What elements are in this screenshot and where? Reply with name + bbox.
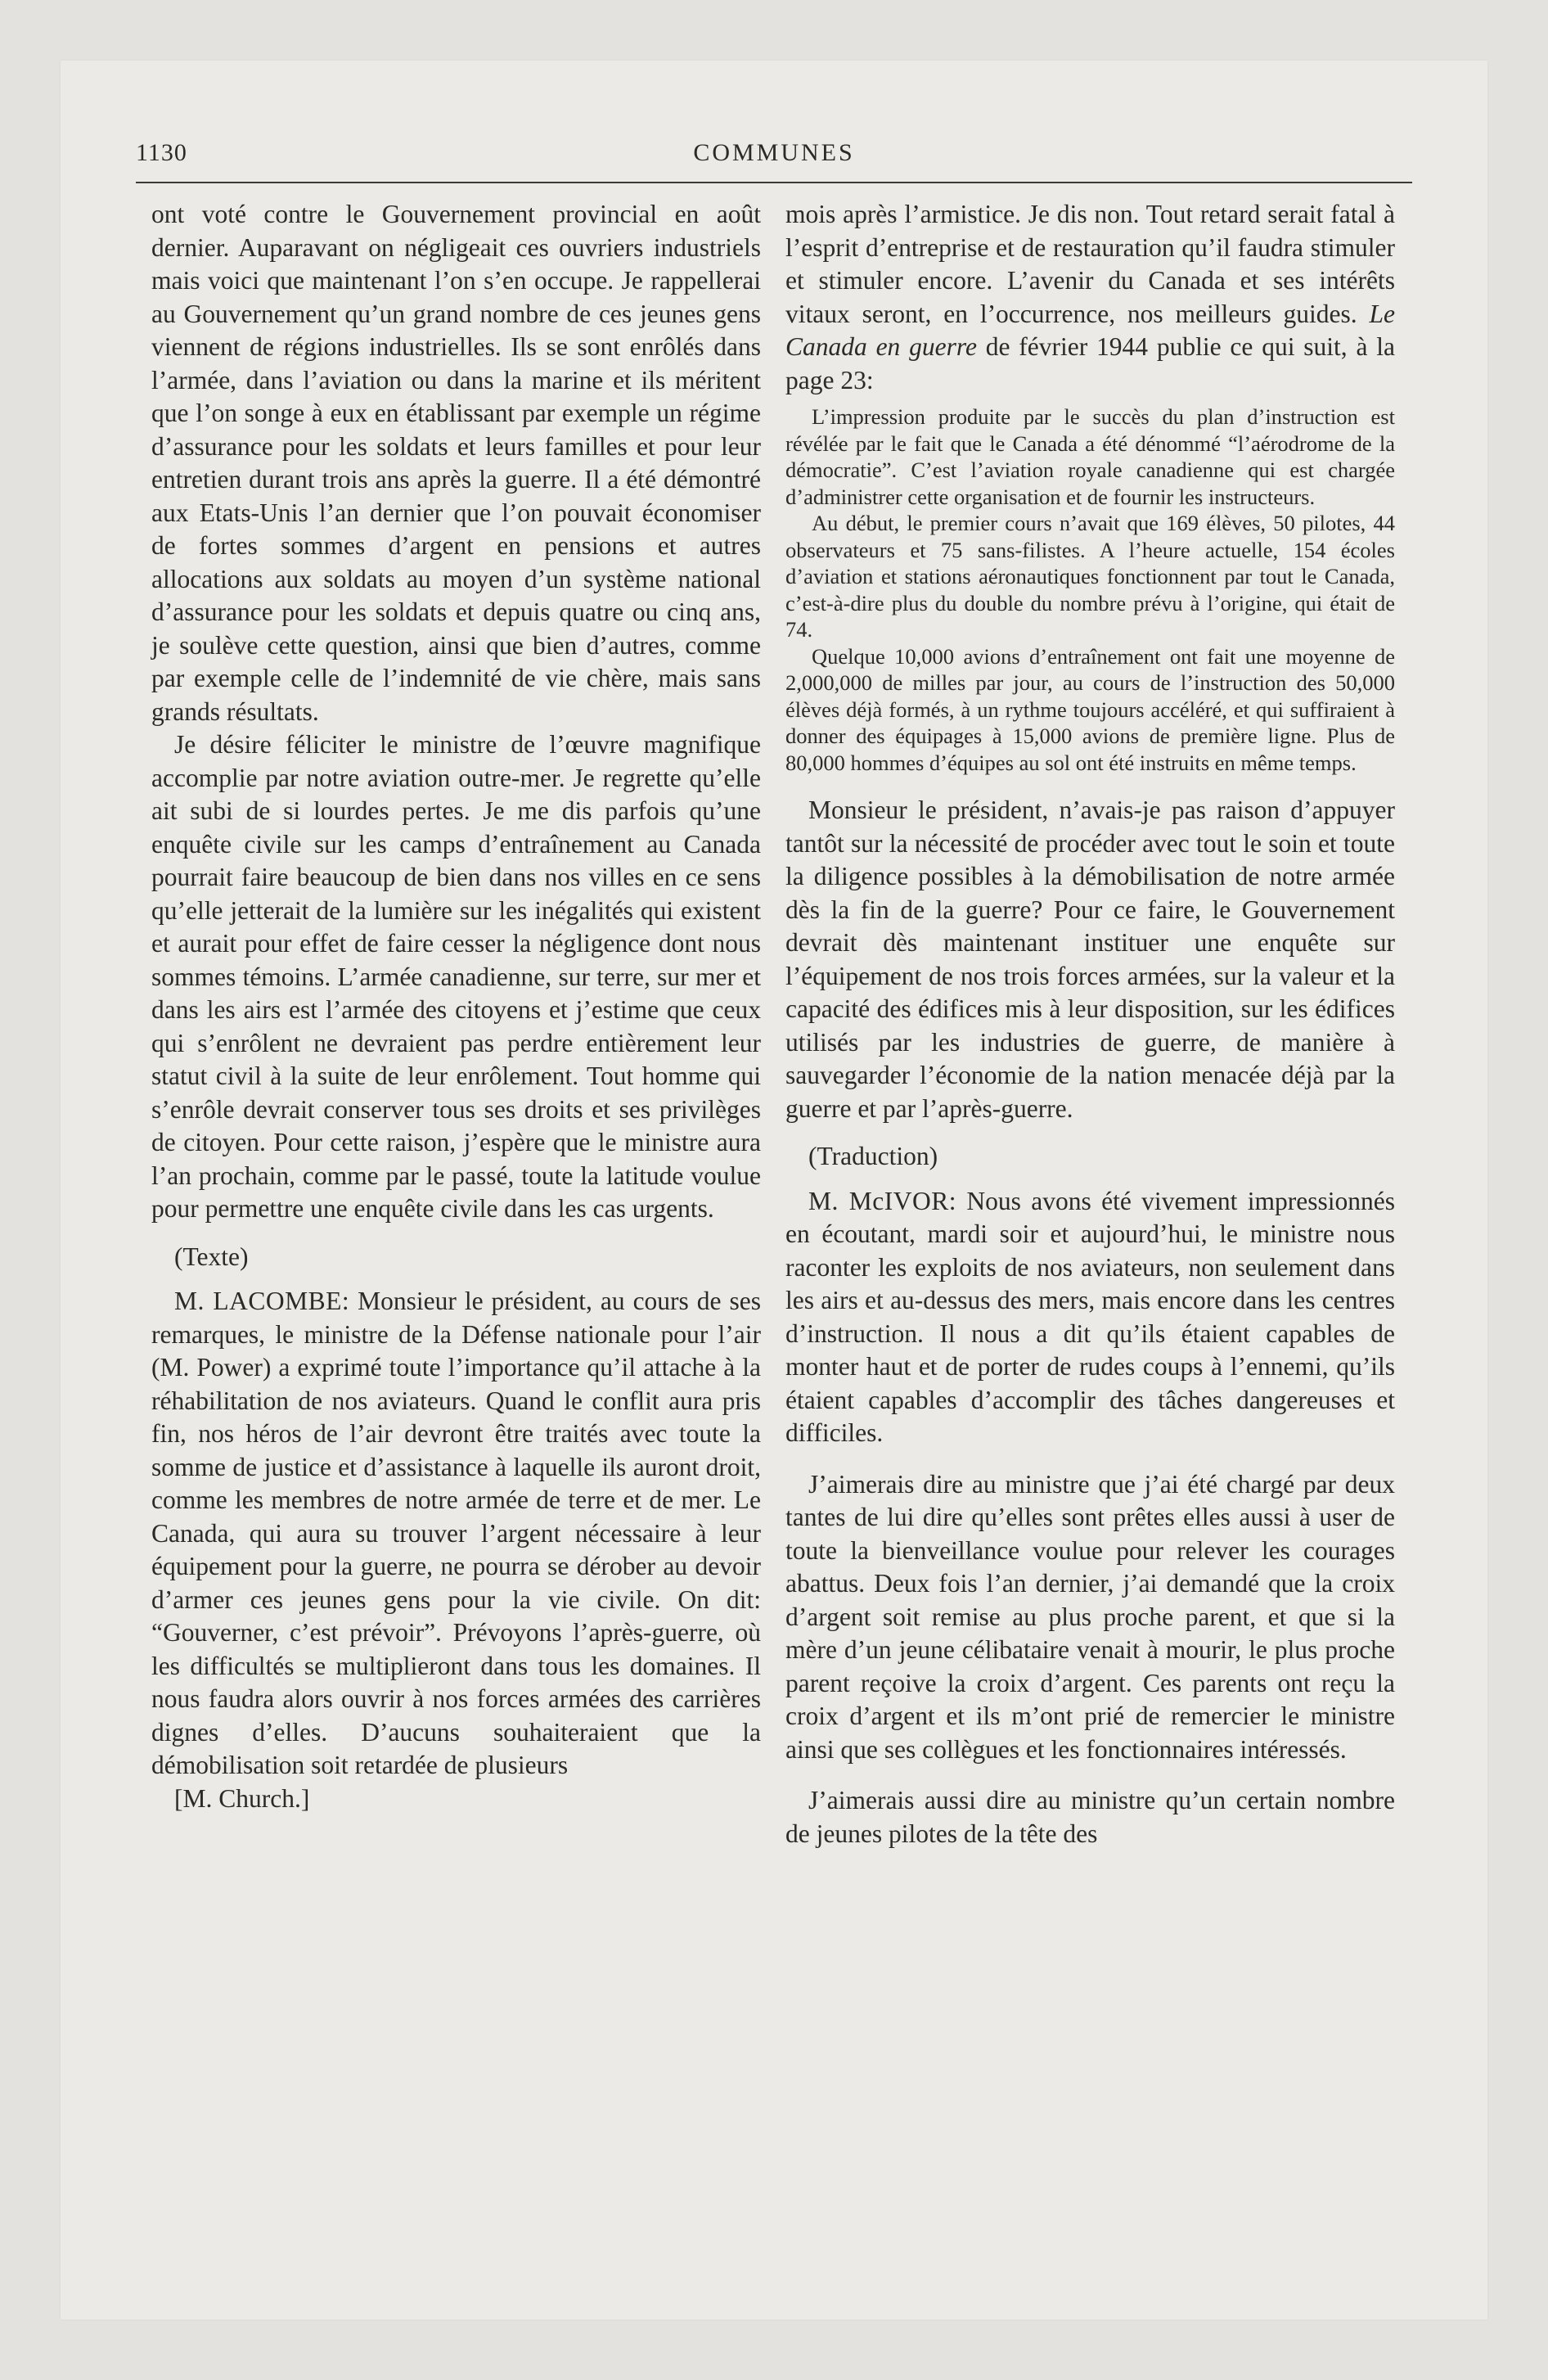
paragraph-text: mois après l’armistice. Je dis non. Tout retard serait fatal à l’esprit d’entreprise et de restauration qu’il faudra stimuler et stimuler encore. L’avenir du Canada et ses intérêts vitaux seront, en l’occurrence, nos meilleurs guides.	[785, 200, 1395, 328]
language-label: (Texte)	[174, 1242, 249, 1271]
publication-title: Le Canada en guerre	[785, 299, 1396, 361]
right-column	[785, 198, 1395, 1850]
speaker-paragraph	[151, 1285, 761, 1783]
paragraph	[785, 198, 1395, 397]
page-header	[136, 139, 1412, 175]
paragraph-text: de février 1944 publie ce qui suit, à la page 23:	[785, 332, 1396, 394]
block-quote	[785, 403, 1395, 776]
left-column	[151, 198, 761, 1815]
paragraph: ont voté contre le Gouvernement provincial en août dernier. Auparavant on négligeait ces ouvriers industriels mais voici que maintenant l’on s’en occupe. Je rappellerai au Gouvernement qu’un grand nombre de ces jeunes gens viennent de régions industrielles. Ils se sont enrôlés dans l’armée, dans l’aviation ou dans la marine et ils méritent que l’on songe à eux en établissant par exemple un régime d’assurance pour les soldats et leurs familles et pour leur entretien durant trois ans après la guerre. Il a été démontré aux Etats-Unis l’an dernier que l’on pouvait économiser de fortes sommes d’argent en pensions et autres allocations aux soldats au moyen d’un système national d’assurance pour les soldats et depuis quatre ou cinq ans, je soulève cette question, ainsi que bien d’autres, comme par exemple celle de l’indemnité de vie chère, mais sans grands résultats.	[151, 200, 761, 726]
quote-paragraph: L’impression produite par le succès du plan d’instruction est révélée par le fait que le Canada a été dénommé “l’aérodrome de la démocratie”. C’est l’aviation royale canadienne qui est chargée d’administrer cette organisation et de fournir les instructeurs.	[785, 404, 1395, 509]
speaker-paragraph	[785, 1185, 1395, 1450]
speaker-name: M. McIVOR:	[808, 1186, 956, 1215]
speaker-signature: [M. Church.]	[174, 1783, 310, 1813]
language-label: (Traduction)	[808, 1142, 938, 1170]
paragraph: Je désire féliciter le ministre de l’œuvre magnifique accomplie par notre aviation outre-mer. Je regrette qu’elle ait subi de si lourdes pertes. Je me dis parfois qu’une enquête civile sur les camps d’entraînement au Canada pourrait faire beaucoup de bien dans nos villes en ce sens qu’elle jetterait de la lumière sur les inégalités qui existent et aurait pour effet de faire cesser la négligence dont nous sommes témoins. L’armée canadienne, sur terre, sur mer et dans les airs est l’armée des citoyens et j’estime que ceux qui s’enrôlent ne devraient pas perdre entièrement leur statut civil à la suite de leur enrôlement. Tout homme qui s’enrôle devrait conserver tous ses droits et ses privilèges de citoyen. Pour cette raison, j’espère que le ministre aura l’an prochain, comme par le passé, toute la latitude voulue pour permettre une enquête civile dans les cas urgents.	[151, 730, 761, 1223]
paragraph-text: Nous avons été vivement impressionnés en écoutant, mardi soir et aujourd’hui, le ministre nous raconter les exploits de nos aviateurs, non seulement dans les airs et au-dessus des mers, mais encore dans les centres d’instruction. Il nous a dit qu’ils étaient capables de monter haut et de porter de rudes coups à l’ennemi, qu’ils étaient capables d’accomplir des tâches dangereuses et difficiles.	[785, 1186, 1396, 1447]
paragraph-text: Monsieur le président, au cours de ses remarques, le ministre de la Défense nationale pour l’air (M. Power) a exprimé toute l’importance qu’il attache à la réhabilitation de nos aviateurs. Quand le conflit aura pris fin, nos héros de l’air devront être traités avec toute la somme de justice et d’assistance à laquelle ils auront droit, comme les membres de notre armée de terre et de mer. Le Canada, qui aura su trouver l’argent nécessaire à leur équipement pour la guerre, ne pourra se dérober au devoir d’armer ces jeunes gens pour la vie civile. On dit: “Gouverner, c’est prévoir”. Prévoyons l’après-guerre, où les difficultés se multiplieront dans tous les domaines. Il nous faudra alors ouvrir à nos forces armées des carrières dignes d’elles. D’aucuns souhaiteraient que la démobilisation soit retardée de plusieurs	[151, 1287, 761, 1779]
paragraph: J’aimerais aussi dire au ministre qu’un certain nombre de jeunes pilotes de la tête des	[785, 1786, 1395, 1848]
running-title: COMMUNES	[693, 139, 855, 166]
speaker-name: M. LACOMBE:	[174, 1287, 350, 1315]
document-page	[61, 61, 1487, 2319]
paragraph: J’aimerais dire au ministre que j’ai été chargé par deux tantes de lui dire qu’elles sont prêtes elles aussi à user de toute la bienveillance voulue pour relever les courages abattus. Deux fois l’an dernier, j’ai demandé que la croix d’argent soit remise au plus proche parent, et que si la mère d’un jeune célibataire venait à mourir, le plus proche parent reçoive la croix d’argent. Ces parents ont reçu la croix d’argent et ils m’ont prié de remercier le ministre ainsi que ses collègues et les fonctionnaires intéressés.	[785, 1469, 1395, 1764]
quote-paragraph: Quelque 10,000 avions d’entraînement ont fait une moyenne de 2,000,000 de milles par jour, au cours de l’instruction des 50,000 élèves déjà formés, à un rythme toujours accéléré, et qui suffiraient à donner des équipages à 15,000 avions de première ligne. Plus de 80,000 hommes d’équipes au sol ont été instruits en même temps.	[785, 643, 1395, 775]
page-number: 1130	[136, 139, 187, 166]
paragraph: Monsieur le président, n’avais-je pas raison d’appuyer tantôt sur la nécessité de procéder avec tout le soin et toute la diligence possibles à la démobilisation de notre armée dès la fin de la guerre? Pour ce faire, le Gouvernement devrait dès maintenant instituer une enquête sur l’équipement de nos trois forces armées, sur la valeur et la capacité des édifices mis à leur disposition, sur les édifices utilisés par les industries de guerre, de manière à sauvegarder l’économie de la nation menacée déjà par la guerre et par l’après-guerre.	[785, 796, 1395, 1123]
quote-paragraph: Au début, le premier cours n’avait que 169 élèves, 50 pilotes, 44 observateurs et 75 sans-filistes. A l’heure actuelle, 154 écoles d’aviation et stations aéronautiques fonctionnent par tout le Canada, c’est-à-dire plus du double du nombre prévu à l’origine, qui était de 74.	[785, 511, 1395, 642]
header-rule	[136, 182, 1412, 183]
